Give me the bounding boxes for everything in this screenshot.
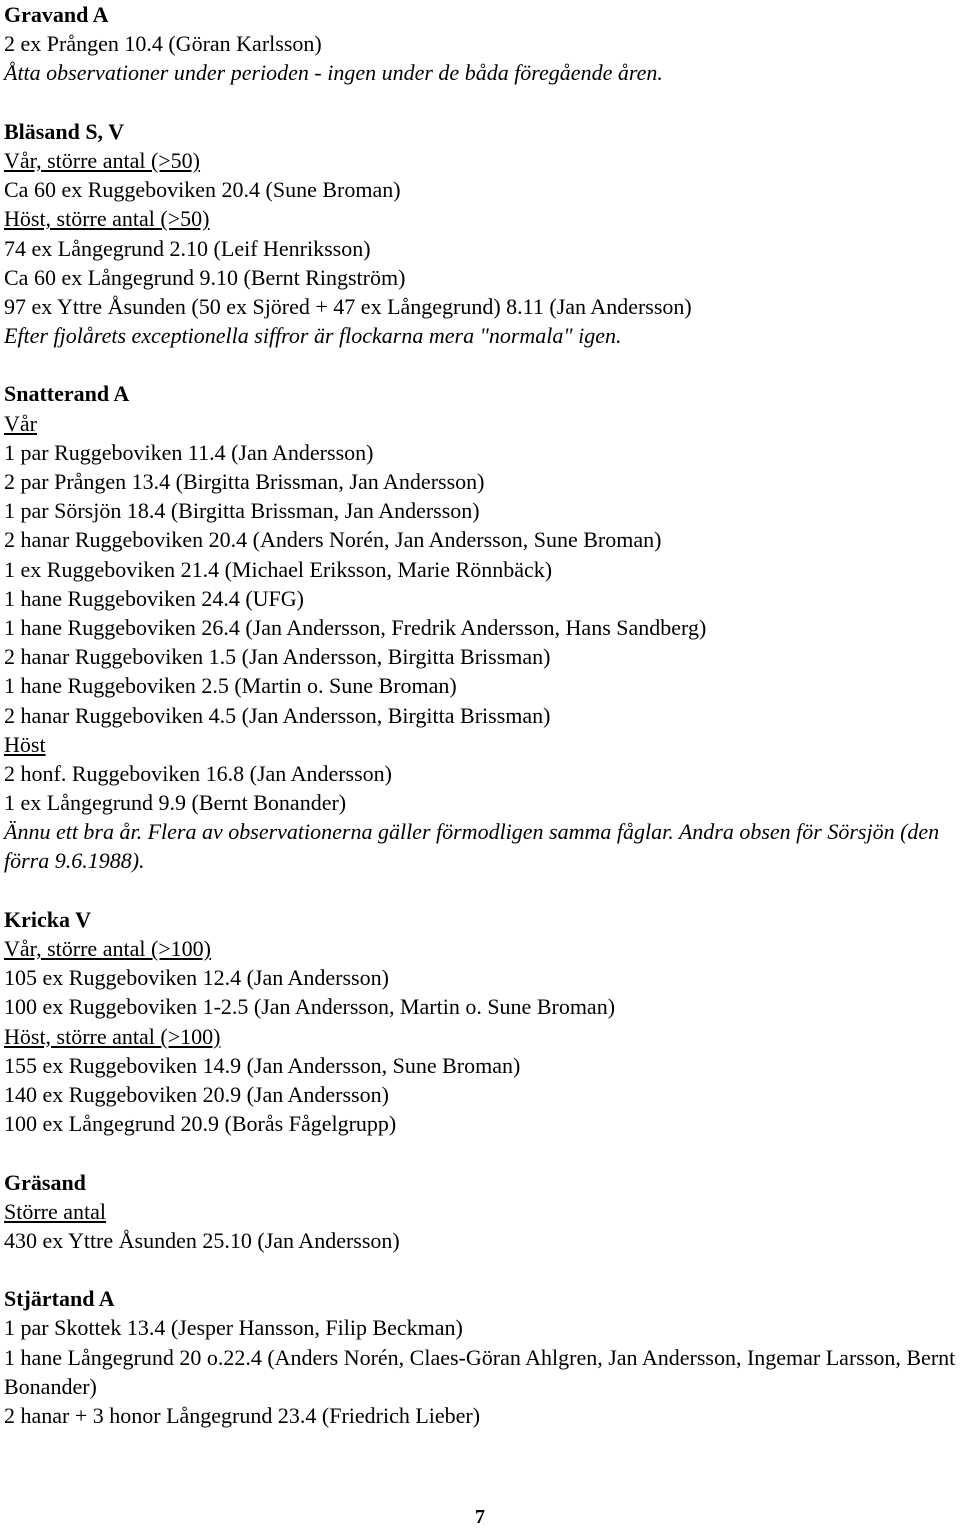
observation-entry: 2 hanar Ruggeboviken 20.4 (Anders Norén, Jan Andersson, Sune Broman) (4, 527, 662, 553)
comment-note: Efter fjolårets exceptionella siffror är flockarna mera "normala" igen. (4, 323, 622, 349)
period-subheading: Större antal (4, 1198, 107, 1224)
observation-entry: 1 ex Långegrund 9.9 (Bernt Bonander) (4, 790, 347, 816)
species-heading: Stjärtand A (4, 1286, 115, 1312)
species-section (4, 0, 960, 88)
page-number: 7 (475, 1506, 485, 1528)
observation-entry: 1 par Sörsjön 18.4 (Birgitta Brissman, Jan Andersson) (4, 498, 480, 524)
observation-entry: 100 ex Långegrund 20.9 (Borås Fågelgrupp) (4, 1111, 397, 1137)
species-heading: Bläsand S, V (4, 118, 125, 144)
species-heading: Gräsand (4, 1169, 86, 1195)
comment-note: Åtta observationer under perioden - ingen under de båda föregående åren. (4, 60, 663, 86)
observation-entry: Ca 60 ex Ruggeboviken 20.4 (Sune Broman) (4, 177, 401, 203)
species-section (4, 1168, 960, 1256)
species-heading: Kricka V (4, 906, 91, 932)
observation-entry: 1 par Skottek 13.4 (Jesper Hansson, Filip Beckman) (4, 1315, 463, 1341)
comment-note: Ännu ett bra år. Flera av observationerna gäller förmodligen samma fåglar. Andra obsen för Sörsjön (den förra 9.6.1988). (4, 819, 940, 874)
observation-entry: 2 ex Prången 10.4 (Göran Karlsson) (4, 31, 322, 57)
observation-entry: 105 ex Ruggeboviken 12.4 (Jan Andersson) (4, 965, 389, 991)
species-heading: Gravand A (4, 2, 109, 27)
observation-entry: 1 ex Ruggeboviken 21.4 (Michael Eriksson, Marie Rönnbäck) (4, 556, 553, 582)
observation-entry: 2 par Prången 13.4 (Birgitta Brissman, Jan Andersson) (4, 469, 485, 494)
section-gap (4, 1138, 960, 1167)
observation-entry: 1 hane Ruggeboviken 24.4 (UFG) (4, 585, 305, 611)
observation-entry: 430 ex Yttre Åsunden 25.10 (Jan Andersson) (4, 1227, 400, 1253)
observation-entry: 1 par Ruggeboviken 11.4 (Jan Andersson) (4, 439, 374, 465)
period-subheading: Höst, större antal (>100) (4, 1023, 221, 1049)
species-section (4, 117, 960, 351)
species-section (4, 905, 960, 1139)
section-gap (4, 876, 960, 905)
observation-entry: 1 hane Ruggeboviken 2.5 (Martin o. Sune Broman) (4, 673, 457, 699)
observation-entry: 2 hanar + 3 honor Långegrund 23.4 (Friedrich Lieber) (4, 1403, 481, 1429)
observation-entry: 97 ex Yttre Åsunden (50 ex Sjöred + 47 ex Långegrund) 8.11 (Jan Andersson) (4, 293, 692, 319)
observation-entry: 155 ex Ruggeboviken 14.9 (Jan Andersson, Sune Broman) (4, 1052, 521, 1078)
species-section (4, 1284, 960, 1430)
period-subheading: Vår, större antal (>100) (4, 936, 212, 962)
observation-entry: Ca 60 ex Långegrund 9.10 (Bernt Ringström) (4, 264, 406, 290)
document-body (4, 0, 960, 1430)
period-subheading: Vår (4, 410, 37, 436)
period-subheading: Höst, större antal (>50) (4, 206, 210, 232)
observation-entry: 74 ex Långegrund 2.10 (Leif Henriksson) (4, 235, 371, 261)
period-subheading: Vår, större antal (>50) (4, 147, 201, 173)
observation-entry: 2 hanar Ruggeboviken 4.5 (Jan Andersson, Birgitta Brissman) (4, 702, 551, 728)
observation-entry: 140 ex Ruggeboviken 20.9 (Jan Andersson) (4, 1081, 389, 1107)
section-gap (4, 1255, 960, 1284)
observation-entry: 1 hane Långegrund 20 o.22.4 (Anders Norén, Claes-Göran Ahlgren, Jan Andersson, Ingemar Larsson, Bernt Bonander) (4, 1344, 956, 1399)
species-section (4, 379, 960, 875)
observation-entry: 2 hanar Ruggeboviken 1.5 (Jan Andersson, Birgitta Brissman) (4, 644, 551, 670)
observation-entry: 100 ex Ruggeboviken 1-2.5 (Jan Andersson, Martin o. Sune Broman) (4, 994, 616, 1020)
observation-entry: 1 hane Ruggeboviken 26.4 (Jan Andersson, Fredrik Andersson, Hans Sandberg) (4, 614, 707, 640)
period-subheading: Höst (4, 731, 46, 757)
species-heading: Snatterand A (4, 381, 130, 407)
observation-entry: 2 honf. Ruggeboviken 16.8 (Jan Andersson) (4, 760, 393, 786)
section-gap (4, 350, 960, 379)
section-gap (4, 88, 960, 117)
